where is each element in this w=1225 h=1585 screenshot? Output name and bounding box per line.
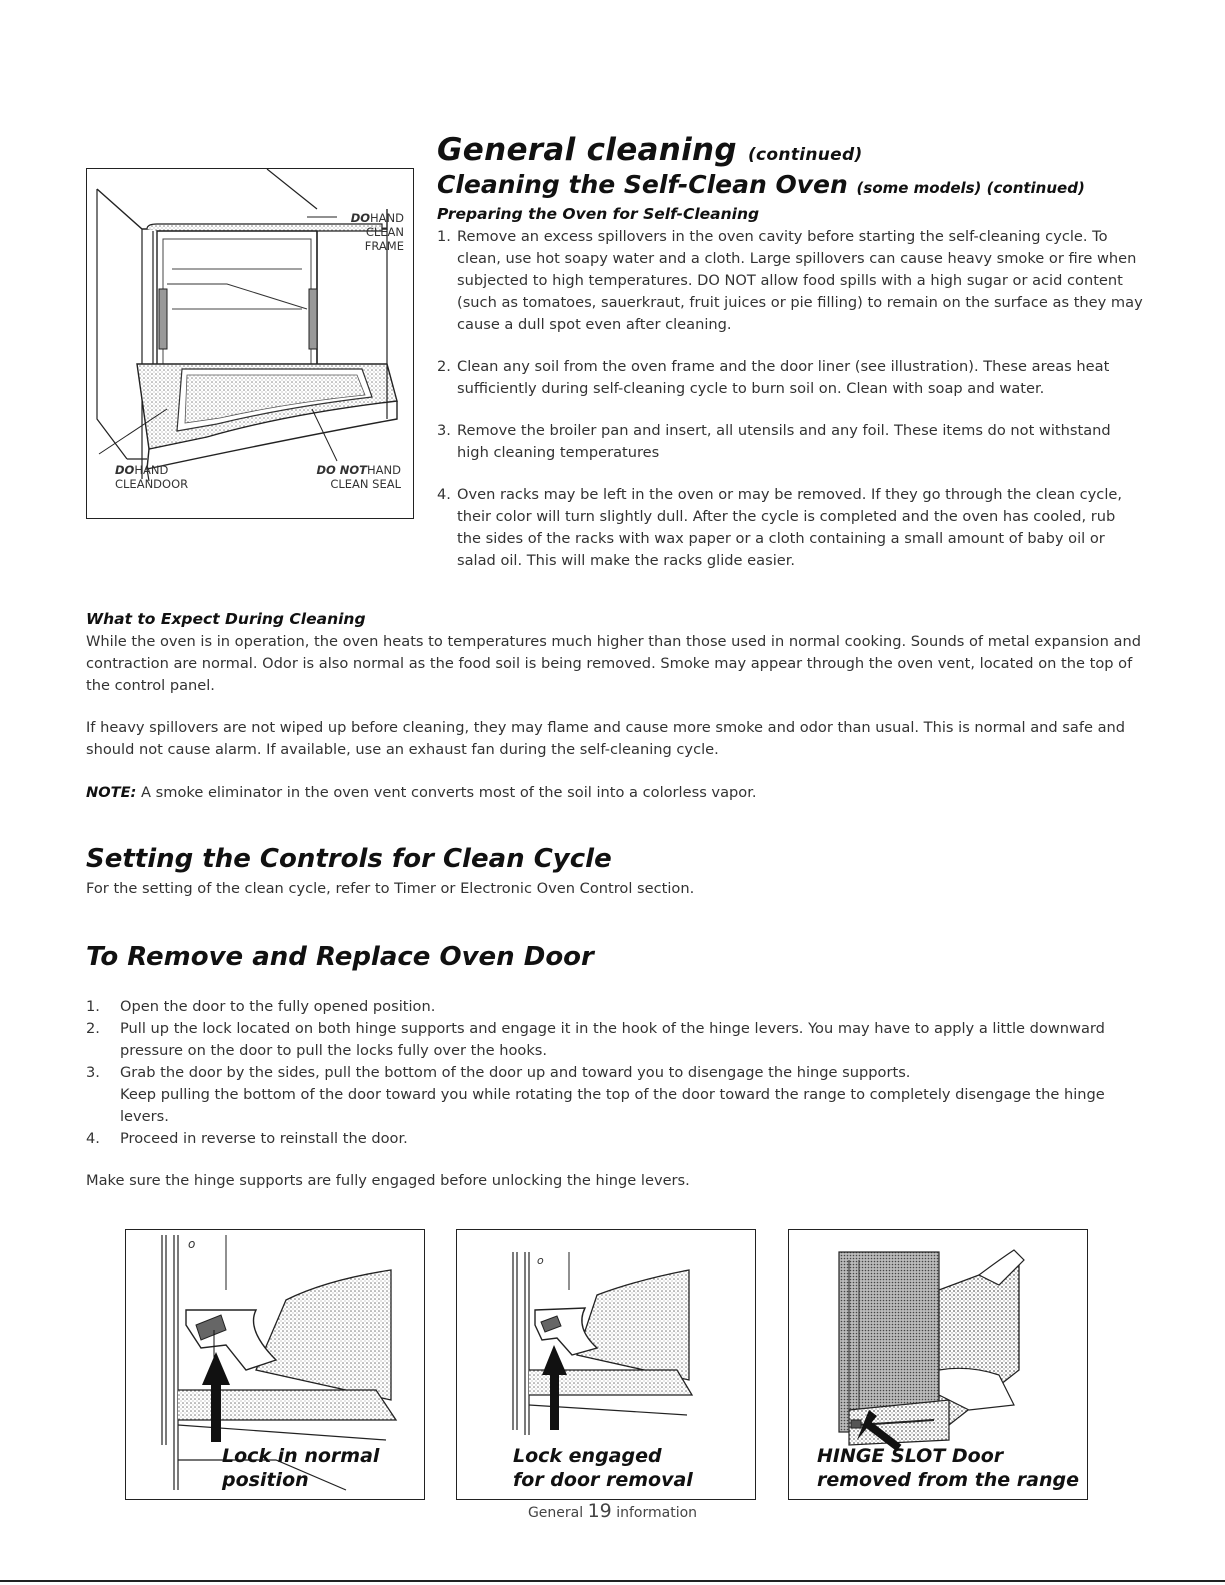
step-text: Proceed in reverse to reinstall the door.: [120, 1130, 408, 1147]
caption-line-1: Lock engaged: [513, 1445, 662, 1467]
list-item: [437, 484, 1143, 572]
list-item: [86, 1128, 1144, 1150]
page-title: [437, 132, 863, 168]
step-text: Grab the door by the sides, pull the bottom of the door up and toward you to disengage the hinge supports.: [120, 1064, 911, 1081]
preparing-heading: Preparing the Oven for Self-Cleaning: [437, 205, 760, 223]
note-label: NOTE:: [86, 784, 137, 801]
figure-lock-normal: [125, 1229, 425, 1500]
item-text: Remove an excess spillovers in the oven cavity before starting the self-cleaning cycle. To clean, use hot soapy water and a cloth. Large spillovers can cause heavy smoke or fire when subjected to high temperatures. DO NOT allow food spills with a high sugar or acid content (such as tomatoes, sauerkraut, fruit juices or pie filling) to remain on the surface as they may cause a dull spot even after cleaning.: [457, 228, 1143, 333]
preparing-list: [437, 226, 1143, 584]
controls-heading: Setting the Controls for Clean Cycle: [86, 844, 612, 874]
caption-line-1: HINGE SLOT Door: [817, 1445, 1004, 1467]
caption-line-2: for door removal: [513, 1469, 693, 1491]
figure-hinge-slot: [788, 1229, 1088, 1500]
footer-right-text: information: [616, 1505, 698, 1521]
door-heading: To Remove and Replace Oven Door: [86, 942, 594, 972]
caption-line-2: position: [222, 1469, 309, 1491]
svg-text:o: o: [188, 1237, 196, 1251]
item-number: 4.: [437, 486, 451, 503]
label-frame-emphasis: DO: [350, 211, 371, 225]
step-number: 2.: [86, 1020, 100, 1037]
footer-left-text: General: [527, 1505, 584, 1521]
expect-paragraph-1: While the oven is in operation, the oven heats to temperatures much higher than those used in normal cooking. Sounds of metal expansion and contraction are normal. Odor is also normal as the food soil is being removed. Smoke may appear through the oven vent, located on the top of the control panel.: [86, 633, 1141, 694]
note-text: A smoke eliminator in the oven vent converts most of the soil into a colorless vapor.: [141, 784, 757, 801]
page-footer: [0, 1500, 1225, 1522]
label-door-text-1: HAND: [134, 463, 169, 477]
step-text: Pull up the lock located on both hinge supports and engage it in the hook of the hinge levers. You may have to apply a little downward pressure on the door to pull the locks fully over the hooks.: [120, 1020, 1105, 1059]
label-frame-text-1: HAND: [370, 211, 404, 225]
note: [86, 782, 1144, 804]
label-door-text-2: CLEANDOOR: [115, 477, 189, 491]
label-seal-text-1: HAND: [367, 463, 401, 477]
figure-3-caption: [817, 1444, 1079, 1492]
item-number: 1.: [437, 228, 451, 245]
svg-text:o: o: [537, 1254, 544, 1267]
label-do-not-clean-seal: [307, 463, 401, 491]
page-number: 19: [587, 1500, 612, 1522]
section-subtitle-suffix: (some models) (continued): [856, 179, 1085, 197]
item-number: 3.: [437, 422, 451, 439]
list-item: [86, 1062, 1144, 1128]
step-text: Open the door to the fully opened position.: [120, 998, 436, 1015]
label-hand-clean-frame: [342, 211, 404, 253]
step-number: 1.: [86, 998, 100, 1015]
expect-paragraph-2: If heavy spillovers are not wiped up before cleaning, they may flame and cause more smoke and odor than usual. This is normal and safe and should not cause alarm. If available, use an exhaust fan during the self-cleaning cycle.: [86, 719, 1126, 758]
step-extra-text: Keep pulling the bottom of the door toward you while rotating the top of the door toward the range to completely disengage the hinge levers.: [120, 1086, 1105, 1125]
section-subtitle-text: Cleaning the Self-Clean Oven: [437, 170, 848, 199]
page-title-text: General cleaning: [437, 132, 737, 168]
label-frame-text-2: CLEAN: [365, 225, 404, 239]
item-number: 2.: [437, 358, 451, 375]
figure-1-caption: [222, 1444, 379, 1492]
figure-lock-engaged: [456, 1229, 756, 1500]
list-item: [437, 356, 1143, 400]
section-subtitle: [437, 170, 1085, 199]
list-item: [437, 420, 1143, 464]
item-text: Oven racks may be left in the oven or may be removed. If they go through the clean cycle, their color will turn slightly dull. After the cycle is completed and the oven has cooled, rub the sides of the racks with wax paper or a cloth containing a small amount of baby oil or salad oil. This will make the racks glide easier.: [457, 486, 1122, 569]
figure-2-caption: [513, 1444, 693, 1492]
step-number: 3.: [86, 1064, 100, 1081]
caption-line-1: Lock in normal: [222, 1445, 380, 1467]
bottom-rule: [0, 1580, 1225, 1582]
label-hand-clean-door: [115, 463, 188, 491]
step-number: 4.: [86, 1130, 100, 1147]
oven-illustration: [86, 168, 414, 519]
label-seal-emphasis: DO NOT: [316, 463, 368, 477]
list-item: [86, 1018, 1144, 1062]
label-frame-text-3: FRAME: [364, 239, 404, 253]
label-seal-text-2: CLEAN SEAL: [330, 477, 401, 491]
list-item: [437, 226, 1143, 336]
expect-heading: What to Expect During Cleaning: [86, 610, 366, 628]
list-item: [86, 996, 1144, 1018]
item-text: Clean any soil from the oven frame and the door liner (see illustration). These areas heat sufficiently during self-cleaning cycle to burn soil on. Clean with soap and water.: [457, 358, 1110, 397]
item-text: Remove the broiler pan and insert, all utensils and any foil. These items do not withstand high cleaning temperatures: [457, 422, 1111, 461]
caption-line-2: removed from the range: [817, 1469, 1080, 1491]
door-steps: [86, 996, 1144, 1150]
controls-text: For the setting of the clean cycle, refer to Timer or Electronic Oven Control section.: [86, 880, 695, 897]
label-door-emphasis: DO: [115, 463, 135, 477]
page-title-suffix: (continued): [747, 145, 863, 165]
door-closing: Make sure the hinge supports are fully engaged before unlocking the hinge levers.: [86, 1172, 690, 1189]
